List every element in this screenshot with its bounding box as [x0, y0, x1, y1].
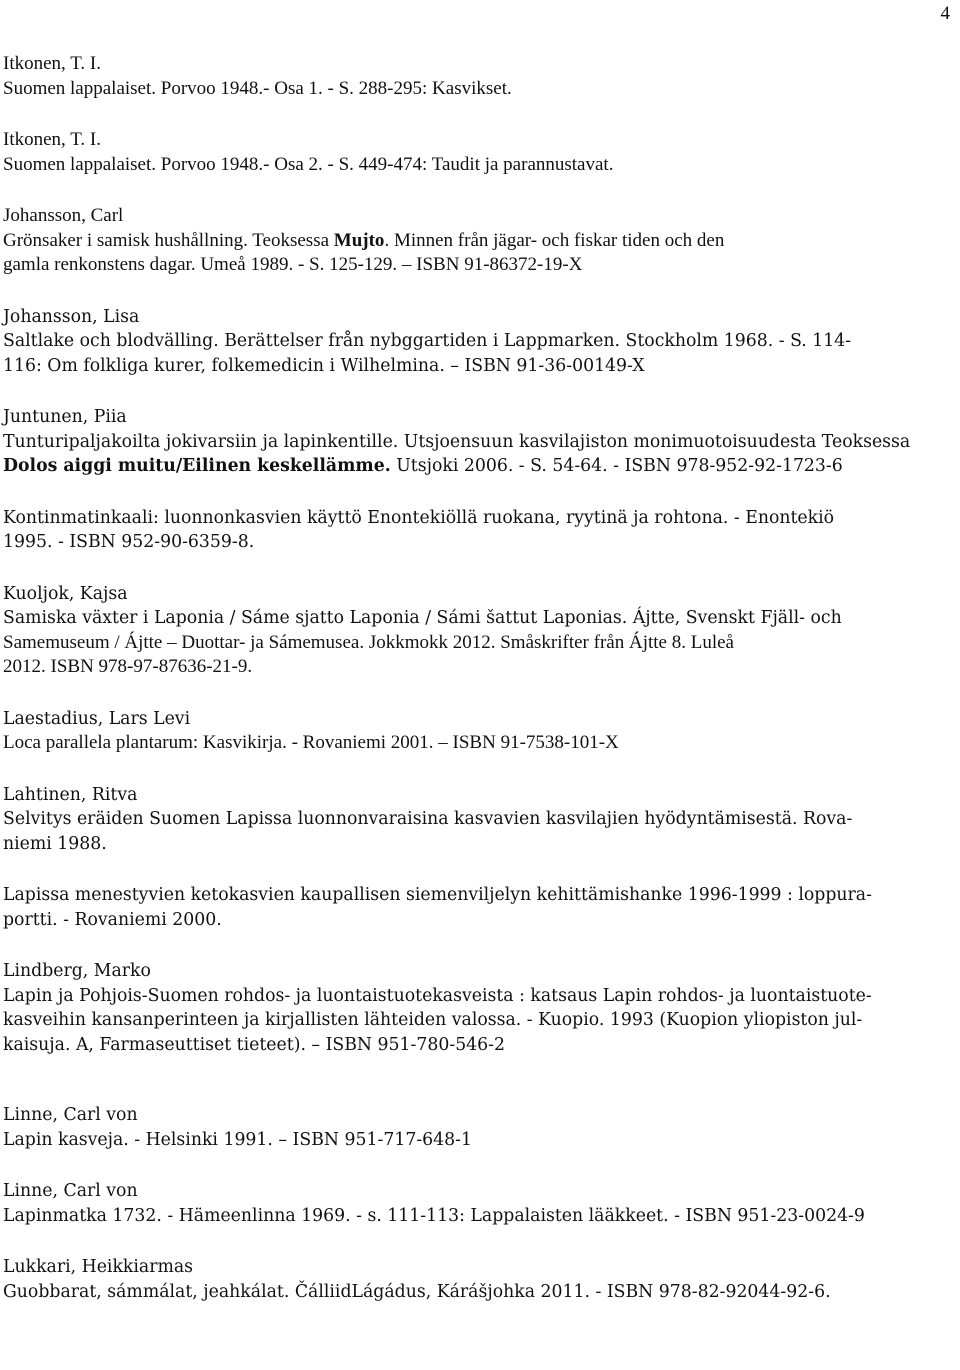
entry-author: Lahtinen, Ritva: [3, 784, 138, 805]
entry-author: Laestadius, Lars Levi: [3, 708, 191, 729]
entry-text: Lapin ja Pohjois-Suomen rohdos- ja luontaistuotekasveista : katsaus Lapin rohdos- ja luontaistuote-: [3, 985, 872, 1006]
entry-text: 2012. ISBN 978-97-87636-21-9.: [3, 656, 253, 677]
entry-text: Suomen lappalaiset. Porvoo 1948.- Osa 1. - S. 288-295: Kasvikset.: [3, 77, 512, 99]
entry-author: Itkonen, T. I.: [3, 129, 101, 150]
bibliography-entry: [3, 405, 955, 479]
entry-author: Johansson, Carl: [3, 205, 124, 226]
entry-author: Linne, Carl von: [3, 1181, 138, 1201]
entry-text: Guobbarat, sámmálat, jeahkálat. ČálliidLágádus, Kárášjohka 2011. - ISBN 978-82-92044-92-6.: [3, 1281, 831, 1302]
bibliography-entry: [3, 1179, 955, 1228]
entry-text: 1995. - ISBN 952-90-6359-8.: [3, 532, 255, 552]
entry-text: Kontinmatinkaali: luonnonkasvien käyttö Enontekiöllä ruokana, ryytinä ja rohtona. - Enontekiö: [3, 507, 835, 528]
entry-author: Lindberg, Marko: [3, 961, 151, 981]
entry-text: Lapinmatka 1732. - Hämeenlinna 1969. - s. 111-113: Lappalaisten lääkkeet. - ISBN 951-23-0024-9: [3, 1205, 865, 1226]
entry-author: Juntunen, Piia: [3, 407, 127, 427]
entry-text: gamla renkonstens dagar. Umeå 1989. - S. 125-129. – ISBN 91-86372-19-X: [3, 254, 583, 275]
entry-text: [3, 229, 955, 254]
entry-text: kaisuja. A, Farmaseuttiset tieteet). – ISBN 951-780-546-2: [3, 1034, 506, 1055]
entry-text: Suomen lappalaiset. Porvoo 1948.- Osa 2. - S. 449-474: Taudit ja parannustavat.: [3, 153, 614, 175]
bibliography-entry: [3, 959, 955, 1057]
bibliography-entry: [3, 707, 955, 756]
entry-author: Lukkari, Heikkiarmas: [3, 1257, 194, 1277]
entry-text-part: Grönsaker i samisk hushållning. Teoksessa: [3, 229, 334, 251]
entry-text: Samemuseum / Ájtte – Duottar- ja Sámemusea. Jokkmokk 2012. Småskrifter från Ájtte 8. Luleå: [3, 631, 734, 653]
entry-text: Loca parallela plantarum: Kasvikirja. - Rovaniemi 2001. – ISBN 91-7538-101-X: [3, 732, 619, 753]
entry-text-part: . Minnen från jägar- och fiskar tiden och den: [384, 229, 725, 251]
entry-author: Itkonen, T. I.: [3, 53, 101, 74]
entry-text: 116: Om folkliga kurer, folkemedicin i Wilhelmina. – ISBN 91-36-00149-X: [3, 355, 645, 376]
bibliography-entry: [3, 52, 955, 101]
bibliography-entry: [3, 1103, 955, 1152]
entry-text: niemi 1988.: [3, 833, 107, 854]
entry-text: portti. - Rovaniemi 2000.: [3, 909, 222, 930]
entry-author: Linne, Carl von: [3, 1105, 138, 1125]
entry-text: Lapin kasveja. - Helsinki 1991. – ISBN 951-717-648-1: [3, 1129, 472, 1150]
bibliography-entry: [3, 582, 955, 680]
bibliography: [3, 52, 955, 1331]
bibliography-entry: [3, 783, 955, 857]
bibliography-entry: [3, 883, 955, 932]
entry-book-title: Mujto: [333, 229, 385, 251]
entry-text: Lapissa menestyvien ketokasvien kaupallisen siemenviljelyn kehittämishanke 1996-1999 : loppura-: [3, 885, 872, 905]
entry-text: kasveihin kansanperinteen ja kirjallisten lähteiden valossa. - Kuopio. 1993 (Kuopion yliopiston jul-: [3, 1010, 863, 1030]
page-number: 4: [940, 3, 950, 24]
entry-book-title: Dolos aiggi muitu/Eilinen keskellämme.: [3, 456, 391, 476]
bibliography-entry: [3, 204, 955, 278]
entry-text: Tunturipaljakoilta jokivarsiin ja lapinkentille. Utsjoensuun kasvilajiston monimuotoisuudesta Teoksessa: [3, 431, 911, 452]
entry-text-part: Utsjoki 2006. - S. 54-64. - ISBN 978-952-92-1723-6: [390, 456, 843, 476]
bibliography-entry: [3, 128, 955, 177]
bibliography-entry: [3, 305, 955, 379]
entry-text: Saltlake och blodvälling. Berättelser från nybggartiden i Lappmarken. Stockholm 1968. - S. 114-: [3, 331, 852, 351]
entry-text: [3, 454, 955, 479]
entry-author: Johansson, Lisa: [3, 306, 140, 327]
entry-text: Selvitys eräiden Suomen Lapissa luonnonvaraisina kasvavien kasvilajien hyödyntämisestä. Rova-: [3, 809, 853, 829]
bibliography-entry: [3, 1255, 955, 1304]
entry-text: Samiska växter i Laponia / Sáme sjatto Laponia / Sámi šattut Laponias. Ájtte, Svenskt Fjäll- och: [3, 608, 842, 628]
bibliography-entry: [3, 506, 955, 555]
entry-author: Kuoljok, Kajsa: [3, 583, 128, 604]
